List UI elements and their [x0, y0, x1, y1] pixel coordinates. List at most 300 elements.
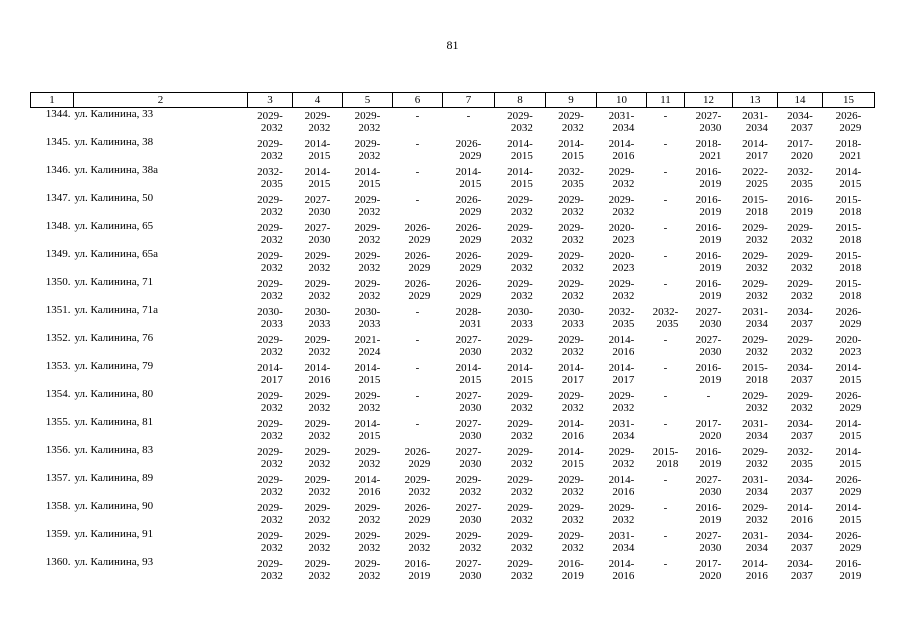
- year-line: 2015-: [835, 222, 862, 234]
- period-cell: [685, 444, 733, 472]
- period-cell: [393, 332, 443, 360]
- year-line: 2029-: [304, 334, 331, 346]
- year-line: 2032: [561, 542, 584, 554]
- year-line: 2029-: [507, 446, 533, 458]
- period-cell: [293, 304, 343, 332]
- year-line: 2015: [308, 178, 331, 190]
- period-cell: [393, 360, 443, 388]
- year-line: 2037: [790, 318, 813, 330]
- year-line: 2032: [790, 262, 813, 274]
- year-line: 2029-: [742, 334, 768, 346]
- year-line: 2029-: [354, 222, 381, 234]
- row-number: 1360.: [45, 556, 71, 568]
- year-line: 2029: [408, 262, 431, 274]
- column-header: 9: [546, 93, 597, 108]
- year-line: 2025: [745, 178, 768, 190]
- period-cell: [685, 360, 733, 388]
- year-line: 2031-: [608, 110, 635, 122]
- period-cell: [733, 136, 778, 164]
- year-line: 2032: [260, 430, 283, 442]
- year-line: 2032: [790, 290, 813, 302]
- period-cell: [647, 416, 685, 444]
- year-line: 2037: [790, 430, 813, 442]
- year-line: 2014-: [787, 502, 813, 514]
- year-line: 2018-: [835, 138, 862, 150]
- year-line: 2029-: [455, 474, 482, 486]
- period-cell: [343, 528, 393, 556]
- period-cell: [495, 388, 546, 416]
- year-line: 2016-: [695, 502, 722, 514]
- year-line: 2029-: [304, 530, 331, 542]
- period-cell: [546, 108, 597, 137]
- period-cell: [495, 304, 546, 332]
- year-line: 2029-: [257, 138, 283, 150]
- period-cell: [647, 108, 685, 137]
- period-cell: [393, 108, 443, 137]
- year-line: 2016-: [835, 558, 862, 570]
- year-line: 2029: [408, 514, 431, 526]
- table-row: [31, 164, 875, 192]
- table-row: [31, 108, 875, 137]
- period-cell: [647, 556, 685, 584]
- dash-mark: -: [415, 306, 420, 318]
- row-number: 1350.: [45, 276, 71, 288]
- year-line: 2017: [260, 374, 283, 386]
- year-line: 2032: [358, 290, 381, 302]
- column-header: 1: [31, 93, 74, 108]
- year-line: 2027-: [695, 334, 722, 346]
- year-line: 2032: [510, 486, 533, 498]
- period-cell: [647, 472, 685, 500]
- address-cell: ул. Калинина, 80: [74, 388, 154, 400]
- year-line: 2032: [510, 542, 533, 554]
- year-line: 2030-: [304, 306, 331, 318]
- year-line: 2029-: [354, 530, 381, 542]
- period-cell: [495, 472, 546, 500]
- year-line: 2014-: [835, 166, 862, 178]
- year-line: 2029-: [608, 390, 635, 402]
- dash-mark: -: [466, 110, 471, 122]
- year-line: 2015: [459, 178, 482, 190]
- year-line: 2029: [408, 290, 431, 302]
- period-cell: [823, 500, 875, 528]
- period-cell: [393, 472, 443, 500]
- period-cell: [443, 472, 495, 500]
- year-line: 2014-: [304, 166, 331, 178]
- page-number: 81: [446, 38, 459, 52]
- period-cell: [248, 332, 293, 360]
- period-cell: [343, 108, 393, 137]
- year-line: 2021: [839, 150, 862, 162]
- year-line: 2016-: [695, 194, 722, 206]
- period-cell: [393, 304, 443, 332]
- year-line: 2021-: [354, 334, 381, 346]
- period-cell: [546, 556, 597, 584]
- period-cell: [685, 220, 733, 248]
- period-cell: [733, 248, 778, 276]
- period-cell: [597, 220, 647, 248]
- period-cell: [546, 500, 597, 528]
- period-cell: [343, 164, 393, 192]
- year-line: 2014-: [742, 138, 768, 150]
- year-line: 2018: [745, 206, 768, 218]
- period-cell: [393, 528, 443, 556]
- period-cell: [393, 388, 443, 416]
- year-line: 2014-: [608, 558, 635, 570]
- year-line: 2032-: [558, 166, 584, 178]
- period-cell: [778, 360, 823, 388]
- period-cell: [393, 192, 443, 220]
- period-cell: [823, 332, 875, 360]
- address-cell: ул. Калинина, 76: [74, 332, 154, 344]
- period-cell: [647, 304, 685, 332]
- year-line: 2029-: [742, 278, 768, 290]
- period-cell: [495, 108, 546, 137]
- column-header: 8: [495, 93, 546, 108]
- year-line: 2019: [699, 290, 722, 302]
- year-line: 2034-: [787, 530, 813, 542]
- period-cell: [823, 136, 875, 164]
- year-line: 2014-: [507, 138, 533, 150]
- period-cell: [647, 164, 685, 192]
- year-line: 2030: [699, 346, 722, 358]
- year-line: 2032: [561, 262, 584, 274]
- dash-mark: -: [663, 278, 668, 290]
- year-line: 2016-: [695, 166, 722, 178]
- year-line: 2029-: [742, 390, 768, 402]
- address-cell: ул. Калинина, 65а: [74, 248, 158, 260]
- period-cell: [685, 248, 733, 276]
- dash-mark: -: [663, 502, 668, 514]
- year-line: 2031: [459, 318, 482, 330]
- year-line: 2029-: [507, 194, 533, 206]
- year-line: 2029-: [558, 334, 584, 346]
- dash-mark: -: [415, 110, 420, 122]
- year-line: 2029-: [257, 418, 283, 430]
- period-cell: [495, 220, 546, 248]
- address-cell: ул. Калинина, 33: [74, 108, 154, 120]
- period-cell: [647, 248, 685, 276]
- period-cell: [823, 556, 875, 584]
- year-line: 2032: [745, 402, 768, 414]
- year-line: 2014-: [608, 138, 635, 150]
- year-line: 2014-: [558, 446, 584, 458]
- period-cell: [597, 388, 647, 416]
- period-cell: [597, 276, 647, 304]
- period-cell: [733, 332, 778, 360]
- period-cell: [393, 556, 443, 584]
- year-line: 2016: [561, 430, 584, 442]
- period-cell: [443, 220, 495, 248]
- year-line: 2016-: [695, 250, 722, 262]
- period-cell: [495, 276, 546, 304]
- year-line: 2029-: [608, 194, 635, 206]
- year-line: 2029-: [257, 250, 283, 262]
- year-line: 2032: [745, 346, 768, 358]
- period-cell: [647, 276, 685, 304]
- year-line: 2026-: [404, 250, 431, 262]
- year-line: 2016-: [695, 362, 722, 374]
- year-line: 2029-: [354, 110, 381, 122]
- year-line: 2032: [510, 346, 533, 358]
- year-line: 2032: [260, 486, 283, 498]
- year-line: 2019: [839, 570, 862, 582]
- table-row: [31, 248, 875, 276]
- period-cell: [685, 472, 733, 500]
- period-cell: [778, 248, 823, 276]
- address-cell: ул. Калинина, 83: [74, 444, 154, 456]
- period-cell: [443, 388, 495, 416]
- year-line: 2032: [561, 206, 584, 218]
- year-line: 2024: [358, 346, 381, 358]
- period-cell: [733, 528, 778, 556]
- period-cell: [647, 388, 685, 416]
- period-cell: [823, 528, 875, 556]
- dash-mark: -: [663, 558, 668, 570]
- year-line: 2027-: [455, 558, 482, 570]
- period-cell: [546, 332, 597, 360]
- year-line: 2032: [308, 486, 331, 498]
- year-line: 2027-: [455, 334, 482, 346]
- period-cell: [393, 136, 443, 164]
- year-line: 2032: [260, 542, 283, 554]
- year-line: 2029-: [558, 530, 584, 542]
- year-line: 2029-: [257, 558, 283, 570]
- dash-mark: -: [663, 474, 668, 486]
- year-line: 2023: [612, 234, 635, 246]
- year-line: 2016-: [558, 558, 584, 570]
- year-line: 2014-: [455, 166, 482, 178]
- period-cell: [823, 444, 875, 472]
- period-cell: [647, 136, 685, 164]
- period-cell: [546, 304, 597, 332]
- period-cell: [546, 192, 597, 220]
- year-line: 2032: [510, 430, 533, 442]
- period-cell: [685, 332, 733, 360]
- year-line: 2032: [510, 234, 533, 246]
- year-line: 2029: [459, 290, 482, 302]
- year-line: 2029-: [742, 222, 768, 234]
- year-line: 2018: [839, 290, 862, 302]
- period-cell: [248, 388, 293, 416]
- period-cell: [495, 192, 546, 220]
- period-cell: [248, 248, 293, 276]
- period-cell: [248, 472, 293, 500]
- year-line: 2032: [745, 458, 768, 470]
- year-line: 2015-: [742, 194, 768, 206]
- year-line: 2029-: [507, 530, 533, 542]
- year-line: 2029-: [608, 502, 635, 514]
- year-line: 2029-: [742, 502, 768, 514]
- dash-mark: -: [663, 418, 668, 430]
- period-cell: [293, 500, 343, 528]
- dash-mark: -: [663, 138, 668, 150]
- year-line: 2029-: [558, 194, 584, 206]
- year-line: 2032: [790, 346, 813, 358]
- year-line: 2014-: [608, 474, 635, 486]
- year-line: 2027-: [455, 502, 482, 514]
- period-cell: [733, 444, 778, 472]
- period-cell: [248, 500, 293, 528]
- year-line: 2016: [790, 514, 813, 526]
- year-line: 2032: [358, 150, 381, 162]
- year-line: 2016-: [695, 446, 722, 458]
- period-cell: [647, 444, 685, 472]
- year-line: 2029-: [507, 222, 533, 234]
- year-line: 2029-: [558, 390, 584, 402]
- period-cell: [733, 108, 778, 137]
- period-cell: [393, 416, 443, 444]
- year-line: 2019: [699, 178, 722, 190]
- period-cell: [685, 388, 733, 416]
- year-line: 2016: [358, 486, 381, 498]
- year-line: 2029-: [507, 558, 533, 570]
- year-line: 2034-: [787, 558, 813, 570]
- period-cell: [343, 220, 393, 248]
- year-line: 2029-: [257, 446, 283, 458]
- year-line: 2032: [358, 262, 381, 274]
- row-number: 1354.: [45, 388, 71, 400]
- period-cell: [293, 136, 343, 164]
- year-line: 2029-: [257, 334, 283, 346]
- period-cell: [733, 472, 778, 500]
- year-line: 2032: [510, 262, 533, 274]
- year-line: 2029-: [257, 474, 283, 486]
- period-cell: [823, 416, 875, 444]
- year-line: 2031-: [742, 418, 768, 430]
- period-cell: [443, 528, 495, 556]
- year-line: 2029-: [354, 558, 381, 570]
- period-cell: [823, 388, 875, 416]
- year-line: 2035: [612, 318, 635, 330]
- year-line: 2032: [308, 458, 331, 470]
- period-cell: [823, 276, 875, 304]
- dash-mark: -: [663, 334, 668, 346]
- year-line: 2032: [612, 458, 635, 470]
- year-line: 2029-: [304, 446, 331, 458]
- period-cell: [597, 192, 647, 220]
- year-line: 2029-: [257, 222, 283, 234]
- period-cell: [495, 444, 546, 472]
- year-line: 2026-: [455, 138, 482, 150]
- year-line: 2015-: [652, 446, 679, 458]
- address-cell: ул. Калинина, 71: [74, 276, 154, 288]
- period-cell: [343, 360, 393, 388]
- year-line: 2029-: [558, 110, 584, 122]
- year-line: 2029-: [304, 278, 331, 290]
- year-line: 2032: [510, 290, 533, 302]
- year-line: 2032: [308, 430, 331, 442]
- period-cell: [293, 528, 343, 556]
- year-line: 2034: [612, 122, 635, 134]
- table-row: [31, 360, 875, 388]
- year-line: 2016: [308, 374, 331, 386]
- year-line: 2026-: [404, 278, 431, 290]
- period-cell: [778, 416, 823, 444]
- year-line: 2016: [612, 486, 635, 498]
- period-cell: [393, 164, 443, 192]
- year-line: 2026-: [455, 250, 482, 262]
- year-line: 2032: [260, 150, 283, 162]
- year-line: 2016-: [695, 278, 722, 290]
- period-cell: [248, 220, 293, 248]
- year-line: 2019: [561, 570, 584, 582]
- address-cell: ул. Калинина, 50: [74, 192, 154, 204]
- year-line: 2031-: [742, 306, 768, 318]
- period-cell: [647, 528, 685, 556]
- period-cell: [597, 556, 647, 584]
- dash-mark: -: [663, 250, 668, 262]
- period-cell: [597, 500, 647, 528]
- row-number: 1355.: [45, 416, 71, 428]
- period-cell: [393, 248, 443, 276]
- year-line: 2032: [260, 234, 283, 246]
- year-line: 2020-: [608, 222, 635, 234]
- row-number: 1348.: [45, 220, 71, 232]
- year-line: 2029: [459, 206, 482, 218]
- year-line: 2014-: [742, 558, 768, 570]
- year-line: 2032: [612, 178, 635, 190]
- dash-mark: -: [415, 138, 420, 150]
- year-line: 2037: [790, 486, 813, 498]
- year-line: 2020: [790, 150, 813, 162]
- period-cell: [248, 164, 293, 192]
- period-cell: [343, 304, 393, 332]
- year-line: 2029-: [404, 530, 431, 542]
- period-cell: [733, 164, 778, 192]
- period-cell: [597, 360, 647, 388]
- period-cell: [823, 220, 875, 248]
- row-number: 1357.: [45, 472, 71, 484]
- year-line: 2032: [260, 206, 283, 218]
- year-line: 2030: [459, 514, 482, 526]
- year-line: 2014-: [507, 362, 533, 374]
- period-cell: [647, 220, 685, 248]
- year-line: 2026-: [404, 446, 431, 458]
- year-line: 2029-: [304, 558, 331, 570]
- period-cell: [343, 136, 393, 164]
- period-cell: [293, 164, 343, 192]
- year-line: 2029-: [507, 474, 533, 486]
- year-line: 2030-: [257, 306, 283, 318]
- period-cell: [647, 192, 685, 220]
- year-line: 2029-: [257, 110, 283, 122]
- year-line: 2029-: [304, 474, 331, 486]
- table-row: [31, 332, 875, 360]
- year-line: 2032: [408, 486, 431, 498]
- year-line: 2014-: [354, 474, 381, 486]
- year-line: 2032: [561, 122, 584, 134]
- year-line: 2019: [699, 262, 722, 274]
- dash-mark: -: [663, 530, 668, 542]
- year-line: 2029-: [257, 278, 283, 290]
- year-line: 2029-: [304, 110, 331, 122]
- year-line: 2029-: [354, 194, 381, 206]
- period-cell: [778, 388, 823, 416]
- year-line: 2031-: [608, 530, 635, 542]
- year-line: 2017: [745, 150, 768, 162]
- year-line: 2032: [358, 206, 381, 218]
- year-line: 2029-: [507, 502, 533, 514]
- year-line: 2022-: [742, 166, 768, 178]
- period-cell: [778, 192, 823, 220]
- year-line: 2017: [561, 374, 584, 386]
- row-number: 1346.: [45, 164, 71, 176]
- period-cell: [443, 276, 495, 304]
- year-line: 2034: [612, 542, 635, 554]
- year-line: 2019: [699, 458, 722, 470]
- period-cell: [546, 416, 597, 444]
